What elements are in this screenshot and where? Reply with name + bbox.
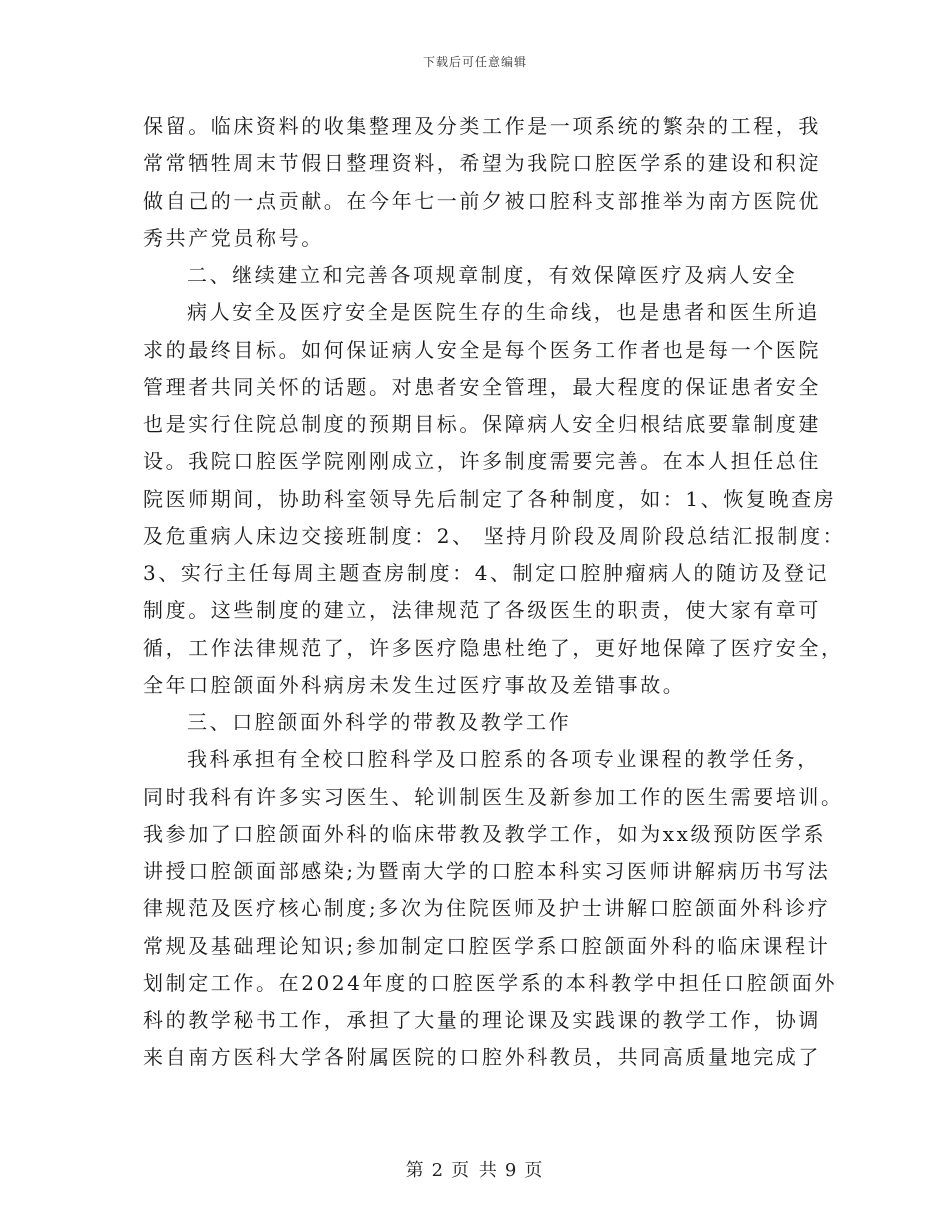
section-heading-2: 二、继续建立和完善各项规章制度，有效保障医疗及病人安全 <box>187 263 798 287</box>
text-line: 全年口腔颌面外科病房未发生过医疗事故及差错事故。 <box>143 672 686 697</box>
current-page-number: 2 <box>431 1160 446 1181</box>
text-line: 求的最终目标。如何保证病人安全是每个医务工作者也是每一个医院 <box>143 337 821 362</box>
header-note: 下载后可任意编辑 <box>422 55 527 69</box>
text-line: 制度。这些制度的建立，法律规范了各级医生的职责，使大家有章可 <box>143 598 821 623</box>
text-line: 管理者共同关怀的话题。对患者安全管理，最大程度的保证患者安全 <box>143 374 821 399</box>
text-line: 常规及基础理论知识;参加制定口腔医学系口腔颌面外科的临床课程计 <box>143 933 831 958</box>
footer-prefix: 第 <box>405 1160 426 1181</box>
body-text <box>143 108 846 1077</box>
text-line: 设。我院口腔医学院刚刚成立，许多制度需要完善。在本人担任总住 <box>143 449 821 474</box>
text-line: 我科承担有全校口腔科学及口腔系的各项专业课程的教学任务， <box>187 747 820 772</box>
text-line: 院医师期间，协助科室领导先后制定了各种制度，如：1、恢复晚查房 <box>143 486 837 511</box>
footer-middle: 页 共 <box>451 1160 499 1181</box>
text-line: 3、实行主任每周主题查房制度：4、制定口腔肿瘤病人的随访及登记 <box>143 561 830 585</box>
text-line: 秀共产党员称号。 <box>143 225 324 250</box>
text-line: 做自己的一点贡献。在今年七一前夕被口腔科支部推举为南方医院优 <box>143 188 821 213</box>
text-line: 律规范及医疗核心制度;多次为住院医师及护士讲解口腔颌面外科诊疗 <box>143 896 831 921</box>
text-line: 来自南方医科大学各附属医院的口腔外科教员，共同高质量地完成了 <box>143 1045 821 1070</box>
footer-suffix: 页 <box>524 1160 545 1181</box>
text-line: 科的教学秘书工作，承担了大量的理论课及实践课的教学工作，协调 <box>143 1008 821 1032</box>
text-line: 及危重病人床边交接班制度：2、 坚持月阶段及周阶段总结汇报制度： <box>143 523 846 548</box>
text-line: 划制定工作。在2024年度的口腔医学系的本科教学中担任口腔颌面外 <box>143 970 838 995</box>
page-footer <box>0 1156 950 1182</box>
text-line: 保留。临床资料的收集整理及分类工作是一项系统的繁杂的工程，我 <box>143 114 821 138</box>
text-line: 常常牺牲周末节假日整理资料，希望为我院口腔医学系的建设和积淀 <box>143 151 821 176</box>
text-line: 同时我科有许多实习医生、轮训制医生及新参加工作的医生需要培训。 <box>143 784 844 809</box>
text-line: 也是实行住院总制度的预期目标。保障病人安全归根结底要靠制度建 <box>143 412 821 436</box>
text-line: 我参加了口腔颌面外科的临床带教及教学工作，如为xx级预防医学系 <box>143 821 827 846</box>
text-line: 讲授口腔颌面部感染;为暨南大学的口腔本科实习医师讲解病历书写法 <box>143 859 831 883</box>
text-line: 病人安全及医疗安全是医院生存的生命线，也是患者和医生所追 <box>187 300 820 325</box>
total-page-count: 9 <box>504 1160 519 1181</box>
text-line: 循，工作法律规范了，许多医疗隐患杜绝了，更好地保障了医疗安全， <box>143 635 844 660</box>
section-heading-3: 三、口腔颌面外科学的带教及教学工作 <box>187 710 572 734</box>
